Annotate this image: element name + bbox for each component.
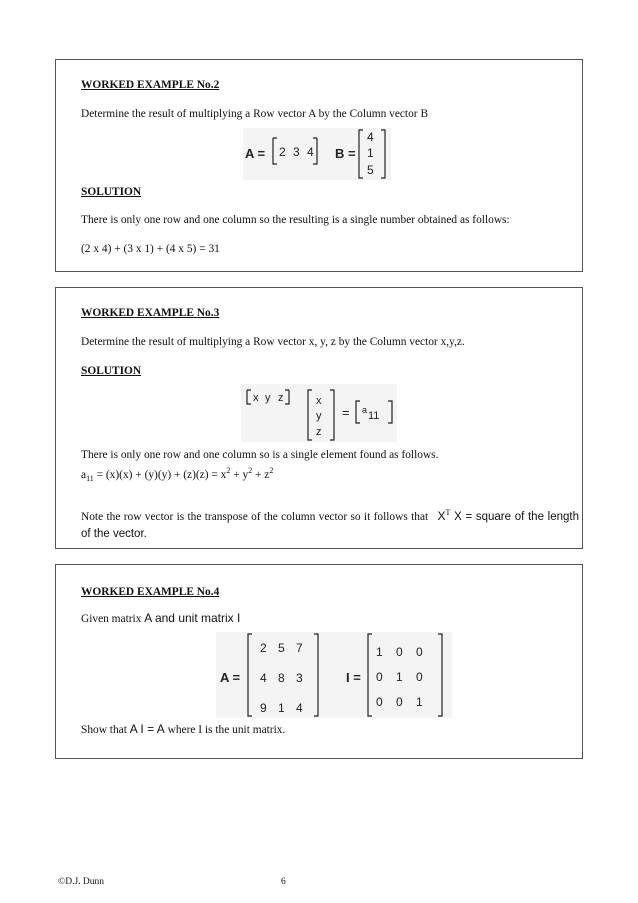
ex2-a-value: 2 [279,145,286,159]
ex4-heading: WORKED EXAMPLE No.4 [81,586,220,598]
ex4-i-matrix-cell: 1 [416,695,423,709]
ex3-col-bracket-right [330,390,334,440]
ex3-equals: = [342,405,350,420]
ex2-a-label: A = [245,146,266,161]
ex4-a-matrix-cell: 2 [260,641,267,655]
worked-example-3-box [55,287,583,549]
ex4-i-matrix-cell: 1 [376,645,383,659]
ex2-vector-figure [243,128,391,180]
ex3-row-bracket-right [285,390,289,404]
ex2-solution-text: There is only one row and one column so the resulting is a single number obtained as follows: [81,214,510,226]
ex3-result-bracket-left [356,401,360,423]
ex3-note: Note the row vector is the transpose of the column vector so it follows that $X^T$ X = square of the length of the vector. [81,508,579,540]
ex4-matrix-figure [216,632,452,718]
ex4-i-matrix-cell: 0 [396,645,403,659]
ex2-b-value: 1 [367,146,374,160]
ex4-a-bracket-right [314,634,318,716]
ex2-b-value: 4 [367,130,374,144]
ex4-a-matrix-cell: 5 [278,641,285,655]
ex4-given: Given matrix A and unit matrix I [81,611,241,625]
ex3-col-value: z [316,426,322,438]
ex4-a-label: A = [220,670,241,685]
ex3-row-value: z [278,392,284,404]
ex4-i-matrix-cell: 0 [396,695,403,709]
footer-author: ©D.J. Dunn [58,877,105,887]
ex3-col-value: y [316,410,322,422]
ex3-solution-heading: SOLUTION [81,365,142,377]
ex4-a-matrix-cell: 8 [278,671,285,685]
ex2-a-value: 4 [307,145,314,159]
ex3-col-bracket-left [308,390,312,440]
ex2-a-value: 3 [293,145,300,159]
ex3-task: Determine the result of multiplying a Row vector x, y, z by the Column vector x,y,z. [81,336,465,348]
ex3-heading: WORKED EXAMPLE No.3 [81,307,220,319]
ex4-i-bracket-right [438,634,442,716]
footer-page-number: 6 [281,877,286,887]
ex2-result: (2 x 4) + (3 x 1) + (4 x 5) = 31 [81,243,220,255]
ex4-a-bracket-left [248,634,252,716]
ex2-b-bracket-right [381,130,385,178]
ex3-row-value: y [265,392,271,404]
ex4-a-matrix [260,641,303,715]
ex4-a-matrix-cell: 1 [278,701,285,715]
ex4-i-label: I = [346,670,361,685]
ex2-a-bracket-left [273,138,277,164]
ex4-i-matrix-cell: 1 [396,670,403,684]
ex2-solution-heading: SOLUTION [81,186,142,198]
ex4-i-matrix-cell: 0 [376,695,383,709]
ex4-a-matrix-cell: 3 [296,671,303,685]
ex2-heading: WORKED EXAMPLE No.2 [81,79,220,91]
ex4-i-bracket-left [368,634,372,716]
ex2-task: Determine the result of multiplying a Row vector A by the Column vector B [81,108,429,120]
ex4-a-matrix-cell: 4 [296,701,303,715]
ex2-b-label: B = [335,146,356,161]
ex4-a-matrix-cell: 9 [260,701,267,715]
ex4-i-matrix [376,645,423,709]
ex3-row-value: x [253,392,259,404]
ex3-vector-figure [241,384,397,442]
ex3-result-base: a [362,405,368,415]
ex4-i-matrix-cell: 0 [376,670,383,684]
ex3-line1: There is only one row and one column so is a single element found as follows. [81,449,439,461]
ex4-a-matrix-cell: 4 [260,671,267,685]
ex3-row-bracket-left [247,390,251,404]
ex4-show: Show that A I = A where I is the unit matrix. [81,722,286,736]
ex4-i-matrix-cell: 0 [416,670,423,684]
worked-example-4-box [55,564,583,759]
ex2-b-bracket-left [359,130,363,178]
ex3-line2: $a_{11} = (x)(x) + (y)(y) + (z)(z) = x^2 + y^2 + z^2$ [81,466,274,484]
ex2-b-value: 5 [367,163,374,177]
ex3-col-value: x [316,395,322,407]
worked-example-2-box [55,59,583,272]
ex4-i-matrix-cell: 0 [416,645,423,659]
ex3-result-bracket-right [388,401,392,423]
ex4-a-matrix-cell: 7 [296,641,303,655]
ex3-result-sub: 11 [368,410,380,422]
